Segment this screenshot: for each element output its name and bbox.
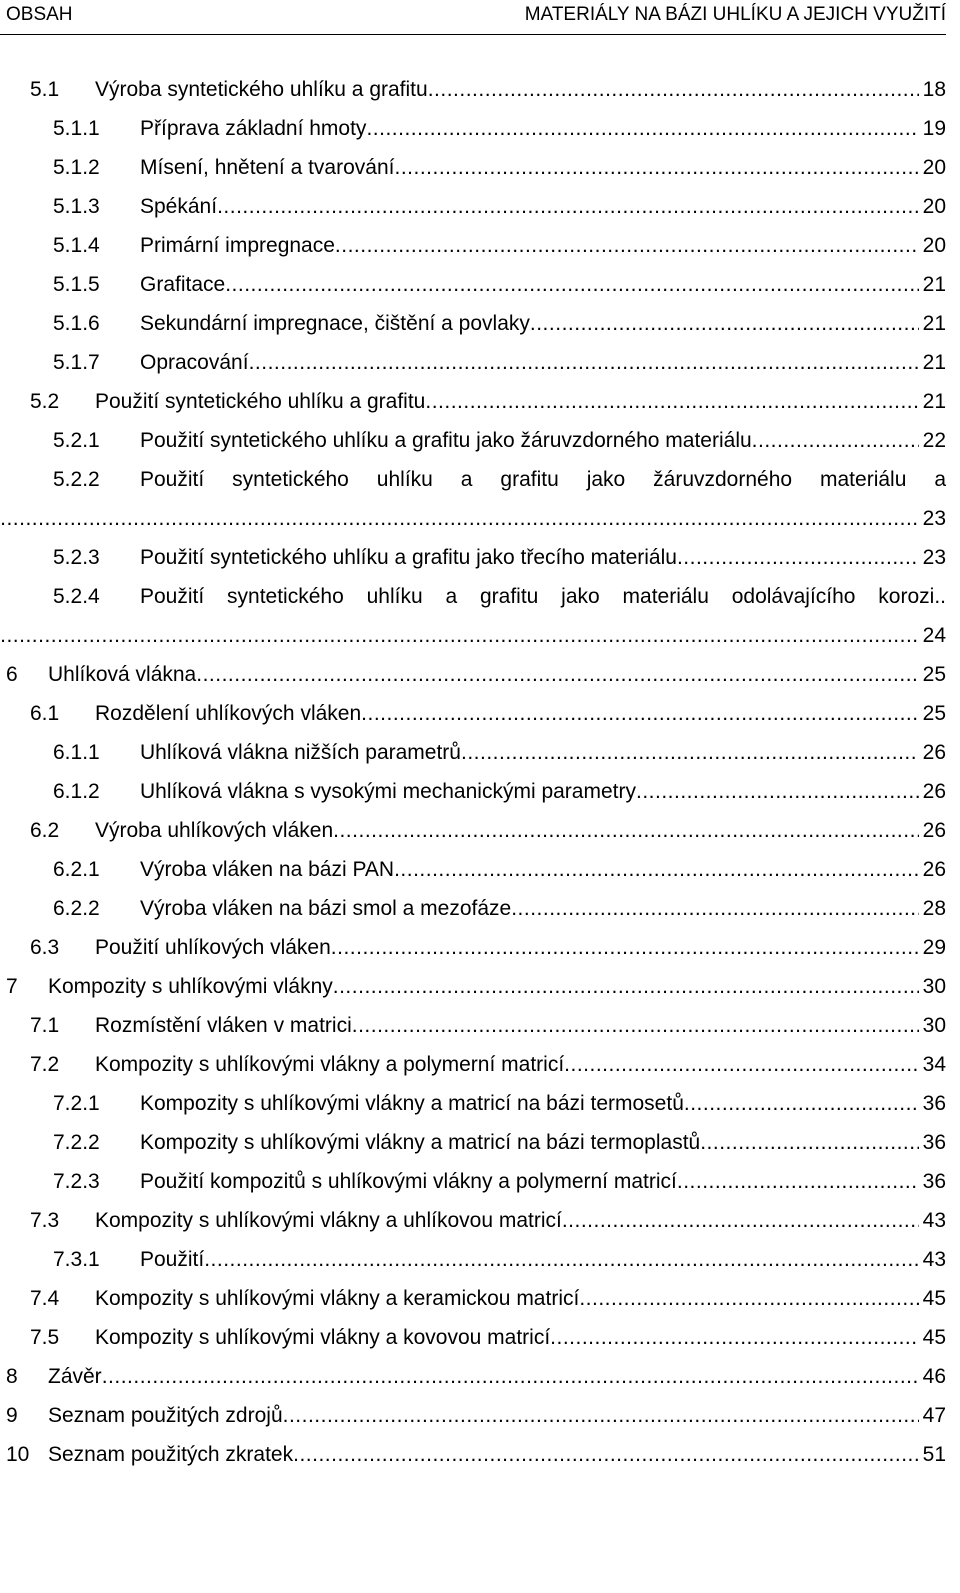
toc-leader-dots bbox=[394, 148, 918, 187]
table-of-contents bbox=[0, 70, 946, 1474]
toc-entry-title: Rozdělení uhlíkových vláken bbox=[95, 702, 362, 725]
toc-entry-page: 29 bbox=[922, 936, 946, 959]
toc-entry-title: Seznam použitých zkratek bbox=[48, 1443, 294, 1466]
toc-entry-title: Výroba vláken na bázi PAN bbox=[140, 858, 395, 881]
toc-entry[interactable] bbox=[0, 1396, 946, 1435]
toc-leader-dots bbox=[677, 538, 919, 577]
toc-entry-title: Výroba uhlíkových vláken bbox=[95, 819, 334, 842]
toc-entry-title: Kompozity s uhlíkovými vlákny bbox=[48, 975, 333, 998]
toc-leader-dots bbox=[425, 382, 918, 421]
toc-entry-number: 5.1.1 bbox=[53, 117, 100, 140]
toc-entry-title: Použití syntetického uhlíku a grafitu jako materiálu odolávajícího korozi.. bbox=[140, 585, 946, 608]
toc-entry[interactable] bbox=[0, 343, 946, 382]
toc-entry-page: 25 bbox=[922, 663, 946, 686]
toc-entry-title: Kompozity s uhlíkovými vlákny a kovovou matricí bbox=[95, 1326, 551, 1349]
toc-leader-dots bbox=[352, 1006, 919, 1045]
toc-entry-number: 8 bbox=[6, 1365, 18, 1388]
toc-entry-page: 34 bbox=[922, 1053, 946, 1076]
toc-leader-dots bbox=[752, 421, 919, 460]
toc-entry[interactable] bbox=[0, 967, 946, 1006]
toc-entry[interactable] bbox=[0, 382, 946, 421]
toc-entry-page: 20 bbox=[922, 156, 946, 179]
toc-leader-dots bbox=[677, 1162, 919, 1201]
toc-entry[interactable] bbox=[0, 109, 946, 148]
toc-entry[interactable] bbox=[0, 1435, 946, 1474]
toc-entry-number: 6 bbox=[6, 663, 18, 686]
toc-entry-page: 30 bbox=[922, 1014, 946, 1037]
toc-entry-title: Použití syntetického uhlíku a grafitu jako třecího materiálu bbox=[140, 546, 677, 569]
toc-entry-page: 30 bbox=[922, 975, 946, 998]
toc-entry[interactable] bbox=[0, 1123, 946, 1162]
toc-entry[interactable] bbox=[0, 1045, 946, 1084]
toc-entry-page: 36 bbox=[922, 1131, 946, 1154]
toc-entry-page: 28 bbox=[922, 897, 946, 920]
toc-entry-title: Opracování bbox=[140, 351, 249, 374]
toc-leader-dots bbox=[102, 1357, 919, 1396]
toc-entry[interactable] bbox=[0, 928, 946, 967]
toc-entry[interactable] bbox=[0, 811, 946, 850]
toc-entry-number: 5.1.6 bbox=[53, 312, 100, 335]
toc-entry-number: 5.2.3 bbox=[53, 546, 100, 569]
toc-entry[interactable] bbox=[0, 733, 946, 772]
toc-entry-title: Uhlíková vlákna bbox=[48, 663, 197, 686]
toc-entry-title: Použití uhlíkových vláken bbox=[95, 936, 331, 959]
toc-entry-title: Spékání bbox=[140, 195, 218, 218]
toc-entry-number: 9 bbox=[6, 1404, 18, 1427]
toc-entry-page: 47 bbox=[922, 1404, 946, 1427]
toc-entry-page: 20 bbox=[922, 195, 946, 218]
toc-entry[interactable] bbox=[0, 1240, 946, 1279]
toc-entry[interactable] bbox=[0, 460, 946, 538]
toc-entry[interactable] bbox=[0, 694, 946, 733]
toc-entry-title: Grafitace bbox=[140, 273, 226, 296]
toc-leader-dots bbox=[333, 811, 919, 850]
toc-entry-title: Použití kompozitů s uhlíkovými vlákny a polymerní matricí bbox=[140, 1170, 677, 1193]
toc-leader-dots bbox=[461, 733, 919, 772]
toc-entry[interactable] bbox=[0, 850, 946, 889]
toc-leader-dots bbox=[394, 850, 919, 889]
toc-entry-title: Příprava základní hmoty bbox=[140, 117, 367, 140]
toc-entry[interactable] bbox=[0, 226, 946, 265]
toc-leader-dots bbox=[0, 616, 919, 655]
toc-entry-page: 24 bbox=[922, 624, 946, 647]
toc-leader-dots bbox=[196, 655, 918, 694]
toc-entry-title: Uhlíková vlákna s vysokými mechanickými parametry bbox=[140, 780, 636, 803]
toc-entry-page: 20 bbox=[922, 234, 946, 257]
toc-entry-title: Závěr bbox=[48, 1365, 102, 1388]
toc-entry-title: Sekundární impregnace, čištění a povlaky bbox=[140, 312, 530, 335]
toc-entry[interactable] bbox=[0, 577, 946, 655]
toc-entry-page: 21 bbox=[922, 390, 946, 413]
toc-entry-number: 5.1.2 bbox=[53, 156, 100, 179]
toc-leader-dots bbox=[428, 70, 919, 109]
toc-entry-page: 18 bbox=[922, 78, 946, 101]
toc-entry-page: 21 bbox=[922, 351, 946, 374]
page-header bbox=[0, 0, 946, 35]
toc-entry-title: Kompozity s uhlíkovými vlákny a uhlíkovou matricí bbox=[95, 1209, 562, 1232]
toc-entry-number: 6.2 bbox=[30, 819, 60, 842]
toc-entry-page: 25 bbox=[922, 702, 946, 725]
toc-entry-number: 7 bbox=[6, 975, 18, 998]
toc-leader-dots bbox=[562, 1201, 919, 1240]
toc-entry[interactable] bbox=[0, 655, 946, 694]
toc-entry[interactable] bbox=[0, 304, 946, 343]
toc-entry-title: Použití syntetického uhlíku a grafitu jako žáruvzdorného materiálu a bbox=[140, 468, 946, 491]
toc-entry-page: 23 bbox=[922, 507, 946, 530]
toc-entry-page: 23 bbox=[922, 546, 946, 569]
toc-entry-number: 6.1 bbox=[30, 702, 60, 725]
toc-entry-number: 6.1.1 bbox=[53, 741, 100, 764]
toc-entry-number: 5.1.4 bbox=[53, 234, 100, 257]
toc-leader-dots bbox=[204, 1240, 918, 1279]
toc-leader-dots bbox=[564, 1045, 918, 1084]
toc-entry-title: Rozmístění vláken v matrici bbox=[95, 1014, 352, 1037]
toc-leader-dots bbox=[530, 304, 919, 343]
toc-entry-page: 51 bbox=[922, 1443, 946, 1466]
toc-entry-number: 7.3.1 bbox=[53, 1248, 100, 1271]
toc-entry-number: 5.2.2 bbox=[53, 468, 100, 491]
toc-entry-page: 43 bbox=[922, 1248, 946, 1271]
toc-entry-title: Výroba vláken na bázi smol a mezofáze bbox=[140, 897, 512, 920]
toc-entry-page: 22 bbox=[922, 429, 946, 452]
toc-entry-page: 26 bbox=[922, 741, 946, 764]
toc-entry-title: Kompozity s uhlíkovými vlákny a polymerní matricí bbox=[95, 1053, 565, 1076]
toc-entry[interactable] bbox=[0, 1006, 946, 1045]
toc-entry-number: 5.1.7 bbox=[53, 351, 100, 374]
toc-entry[interactable] bbox=[0, 772, 946, 811]
toc-leader-dots bbox=[249, 343, 919, 382]
toc-entry[interactable] bbox=[0, 1318, 946, 1357]
toc-leader-dots bbox=[361, 694, 918, 733]
toc-entry-number: 6.2.2 bbox=[53, 897, 100, 920]
toc-leader-dots bbox=[225, 265, 918, 304]
toc-entry-number: 7.5 bbox=[30, 1326, 60, 1349]
toc-entry[interactable] bbox=[0, 265, 946, 304]
toc-entry-title: Použití bbox=[140, 1248, 205, 1271]
toc-entry-number: 7.2.3 bbox=[53, 1170, 100, 1193]
toc-entry-title: Kompozity s uhlíkovými vlákny a keramickou matricí bbox=[95, 1287, 580, 1310]
toc-entry-title: Uhlíková vlákna nižších parametrů bbox=[140, 741, 461, 764]
toc-entry[interactable] bbox=[0, 421, 946, 460]
toc-entry-title: Primární impregnace bbox=[140, 234, 335, 257]
toc-entry-page: 46 bbox=[922, 1365, 946, 1388]
toc-leader-dots bbox=[550, 1318, 918, 1357]
toc-leader-dots bbox=[293, 1435, 919, 1474]
toc-entry-number: 10 bbox=[6, 1443, 30, 1466]
toc-entry-number: 7.1 bbox=[30, 1014, 60, 1037]
toc-entry[interactable] bbox=[0, 538, 946, 577]
toc-leader-dots bbox=[366, 109, 918, 148]
toc-leader-dots bbox=[579, 1279, 918, 1318]
toc-entry[interactable] bbox=[0, 889, 946, 928]
toc-entry-title: Výroba syntetického uhlíku a grafitu bbox=[95, 78, 428, 101]
toc-entry-page: 21 bbox=[922, 273, 946, 296]
toc-leader-dots bbox=[0, 499, 919, 538]
toc-entry-page: 26 bbox=[922, 780, 946, 803]
toc-entry-title: Seznam použitých zdrojů bbox=[48, 1404, 283, 1427]
toc-entry[interactable] bbox=[0, 70, 946, 109]
toc-leader-dots bbox=[283, 1396, 919, 1435]
toc-entry[interactable] bbox=[0, 1084, 946, 1123]
toc-entry-title: Kompozity s uhlíkovými vlákny a matricí na bázi termosetů bbox=[140, 1092, 684, 1115]
toc-entry-number: 5.2.4 bbox=[53, 585, 100, 608]
toc-entry[interactable] bbox=[0, 1279, 946, 1318]
toc-entry-number: 5.1 bbox=[30, 78, 60, 101]
header-right: MATERIÁLY NA BÁZI UHLÍKU A JEJICH VYUŽITÍ bbox=[524, 4, 946, 25]
toc-leader-dots bbox=[700, 1123, 918, 1162]
toc-entry-number: 5.1.3 bbox=[53, 195, 100, 218]
toc-entry-title: Mísení, hnětení a tvarování bbox=[140, 156, 395, 179]
toc-entry-page: 45 bbox=[922, 1287, 946, 1310]
toc-entry-number: 7.4 bbox=[30, 1287, 60, 1310]
toc-entry[interactable] bbox=[0, 1201, 946, 1240]
toc-entry-page: 45 bbox=[922, 1326, 946, 1349]
toc-leader-dots bbox=[217, 187, 919, 226]
header-left: OBSAH bbox=[6, 4, 73, 25]
toc-entry-number: 5.2.1 bbox=[53, 429, 100, 452]
toc-entry-page: 36 bbox=[922, 1092, 946, 1115]
toc-entry-title: Použití syntetického uhlíku a grafitu jako žáruvzdorného materiálu bbox=[140, 429, 752, 452]
toc-leader-dots bbox=[636, 772, 919, 811]
toc-entry[interactable] bbox=[0, 1357, 946, 1396]
toc-entry-number: 5.2 bbox=[30, 390, 60, 413]
toc-entry-page: 19 bbox=[922, 117, 946, 140]
toc-entry-page: 26 bbox=[922, 858, 946, 881]
toc-entry-page: 21 bbox=[922, 312, 946, 335]
toc-entry-page: 36 bbox=[922, 1170, 946, 1193]
toc-entry-title: Použití syntetického uhlíku a grafitu bbox=[95, 390, 426, 413]
toc-entry-number: 7.2 bbox=[30, 1053, 60, 1076]
toc-leader-dots bbox=[335, 226, 919, 265]
toc-entry[interactable] bbox=[0, 148, 946, 187]
toc-entry-number: 6.1.2 bbox=[53, 780, 100, 803]
toc-entry-number: 7.2.1 bbox=[53, 1092, 100, 1115]
toc-leader-dots bbox=[331, 928, 919, 967]
toc-leader-dots bbox=[684, 1084, 919, 1123]
toc-entry-title: Kompozity s uhlíkovými vlákny a matricí na bázi termoplastů bbox=[140, 1131, 701, 1154]
toc-entry-number: 6.3 bbox=[30, 936, 60, 959]
toc-entry-number: 7.3 bbox=[30, 1209, 60, 1232]
toc-entry-number: 7.2.2 bbox=[53, 1131, 100, 1154]
toc-entry-page: 26 bbox=[922, 819, 946, 842]
toc-leader-dots bbox=[333, 967, 919, 1006]
toc-entry[interactable] bbox=[0, 1162, 946, 1201]
toc-entry[interactable] bbox=[0, 187, 946, 226]
toc-leader-dots bbox=[511, 889, 918, 928]
toc-entry-number: 5.1.5 bbox=[53, 273, 100, 296]
toc-entry-number: 6.2.1 bbox=[53, 858, 100, 881]
toc-entry-page: 43 bbox=[922, 1209, 946, 1232]
